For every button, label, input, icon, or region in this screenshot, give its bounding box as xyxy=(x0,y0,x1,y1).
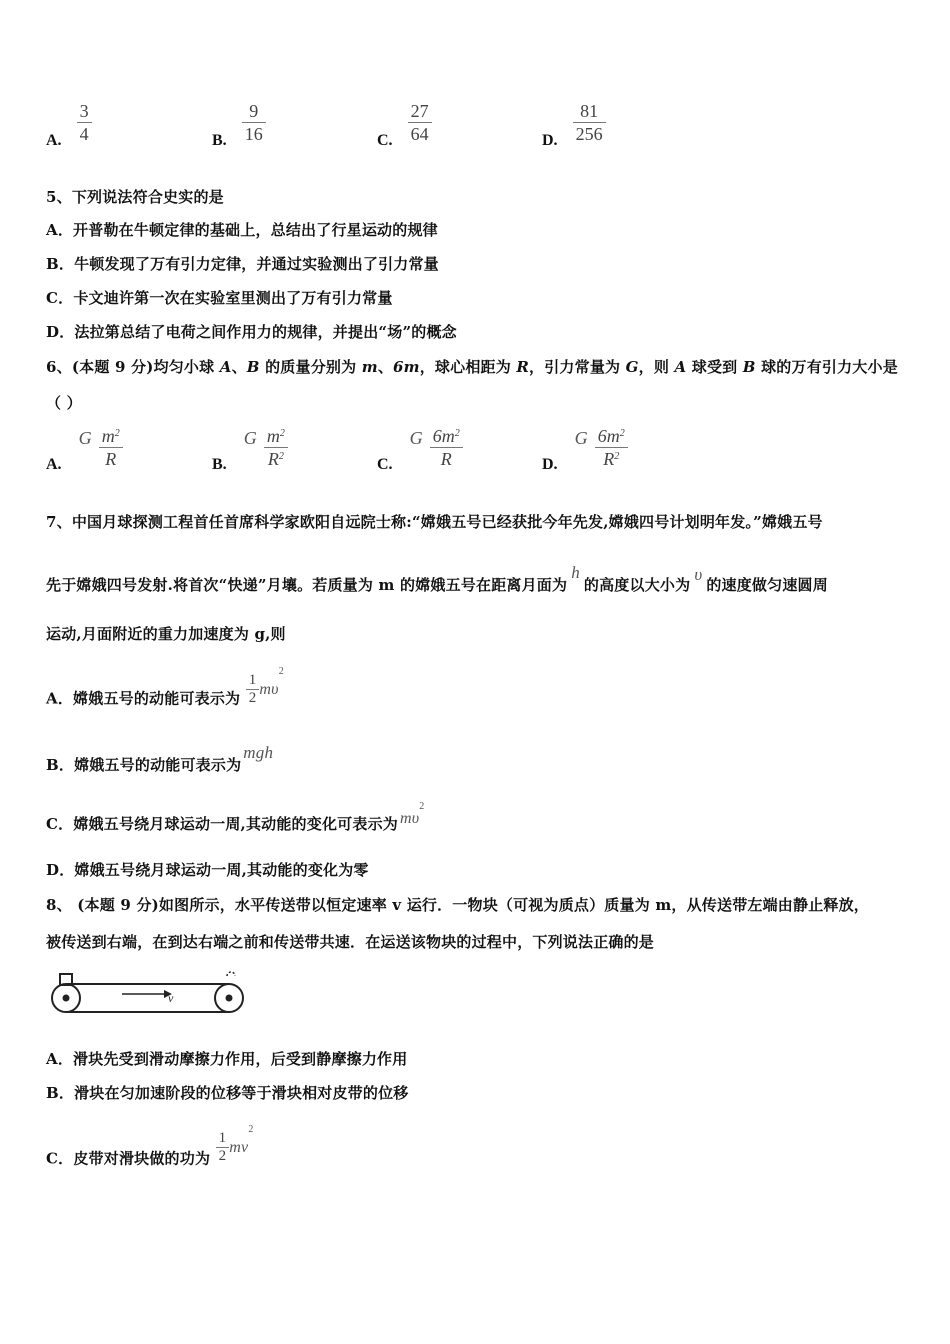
q8-option-a[interactable]: A．滑块先受到滑动摩擦力作用，后受到静摩擦力作用 xyxy=(46,1050,408,1068)
option-label: C. xyxy=(377,456,393,473)
q5-option-b[interactable]: B．牛顿发现了万有引力定律，并通过实验测出了引力常量 xyxy=(46,255,439,273)
q7-stem-line2: 先于嫦娥四号发射.将首次“快递”月壤。若质量为 m 的嫦娥五号在距离月面为h的高度以大小为υ的速度做匀速圆周 xyxy=(46,563,828,594)
fraction: $\frac{9}{16}$ xyxy=(242,100,266,145)
block-outline-right xyxy=(227,972,235,976)
fraction: $\frac{6m^2}{R^2}$ xyxy=(595,425,628,470)
q5-stem: 5、下列说法符合史实的是 xyxy=(46,188,224,206)
constant-g: G xyxy=(574,428,588,448)
q8-option-b[interactable]: B．滑块在匀加速阶段的位移等于滑块相对皮带的位移 xyxy=(46,1084,409,1102)
q6-stem: 6、(本题 9 分)均匀小球 A、B 的质量分别为 m、6m，球心相距为 R，引力常量为 G，则 A 球受到 B 球的万有引力大小是 xyxy=(46,358,898,376)
fraction: $\frac{1}{2}$ xyxy=(246,672,260,707)
option-label: D. xyxy=(542,456,558,473)
q7-option-c[interactable]: C．嫦娥五号绕月球运动一周,其动能的变化可表示为 $m\upsilon^2$ xyxy=(46,801,425,833)
q5-option-c[interactable]: C．卡文迪许第一次在实验室里测出了万有引力常量 xyxy=(46,289,393,307)
q6-option-b[interactable] xyxy=(212,425,288,473)
fraction: $\frac{27}{64}$ xyxy=(408,100,432,145)
q7-option-b[interactable]: B．嫦娥五号的动能可表示为mgh xyxy=(46,743,274,774)
velocity-label: v xyxy=(168,991,174,1005)
q7-stem-line1: 7、中国月球探测工程首任首席科学家欧阳自远院士称:“嫦娥五号已经获批今年先发,嫦娥四号计划明年发。”嫦娥五号 xyxy=(46,513,823,531)
fraction: $\frac{m^2}{R}$ xyxy=(99,425,123,470)
constant-g: G xyxy=(78,428,92,448)
fraction: $\frac{3}{4}$ xyxy=(77,100,92,145)
q4-option-b[interactable] xyxy=(212,100,266,149)
left-axle xyxy=(63,995,70,1002)
option-label: B. xyxy=(212,132,227,149)
q7-option-d[interactable]: D．嫦娥五号绕月球运动一周,其动能的变化为零 xyxy=(46,861,369,879)
option-label: B. xyxy=(212,456,227,473)
q6-answer-paren: （ ） xyxy=(46,394,82,412)
q8-stem-line2: 被传送到右端，在到达右端之前和传送带共速．在运送该物块的过程中，下列说法正确的是 xyxy=(46,933,655,951)
q6-option-a[interactable] xyxy=(46,425,123,473)
fraction: $\frac{m^2}{R^2}$ xyxy=(264,425,288,470)
constant-g: G xyxy=(243,428,257,448)
q6-option-d[interactable] xyxy=(542,425,628,473)
q4-option-a[interactable] xyxy=(46,100,92,149)
conveyor-belt-figure xyxy=(46,968,250,1022)
q7-stem-line3: 运动,月面附近的重力加速度为 g,则 xyxy=(46,625,286,643)
right-axle xyxy=(226,995,233,1002)
q5-option-a[interactable]: A．开普勒在牛顿定律的基础上，总结出了行星运动的规律 xyxy=(46,221,438,239)
fraction: $\frac{6m^2}{R}$ xyxy=(430,425,463,470)
constant-g: G xyxy=(409,428,423,448)
option-label: A. xyxy=(46,456,62,473)
q8-option-c[interactable]: C．皮带对滑块做的功为 $\frac{1}{2}$ $mv^2$ xyxy=(46,1124,254,1168)
q8-stem-line1: 8、 (本题 9 分)如图所示，水平传送带以恒定速率 v 运行．一物块（可视为质点）质量为 m，从传送带左端由静止释放， xyxy=(46,896,869,914)
q4-option-d[interactable] xyxy=(542,100,606,149)
q6-option-c[interactable] xyxy=(377,425,463,473)
q4-option-c[interactable] xyxy=(377,100,432,149)
fraction: $\frac{81}{256}$ xyxy=(573,100,606,145)
q5-option-d[interactable]: D．法拉第总结了电荷之间作用力的规律，并提出“场”的概念 xyxy=(46,323,457,341)
option-label: D. xyxy=(542,132,558,149)
option-label: C. xyxy=(377,132,393,149)
fraction: $\frac{1}{2}$ xyxy=(216,1130,230,1165)
option-label: A. xyxy=(46,132,62,149)
q7-option-a[interactable]: A．嫦娥五号的动能可表示为 $\frac{1}{2}$ $m\upsilon^2$ xyxy=(46,666,284,708)
